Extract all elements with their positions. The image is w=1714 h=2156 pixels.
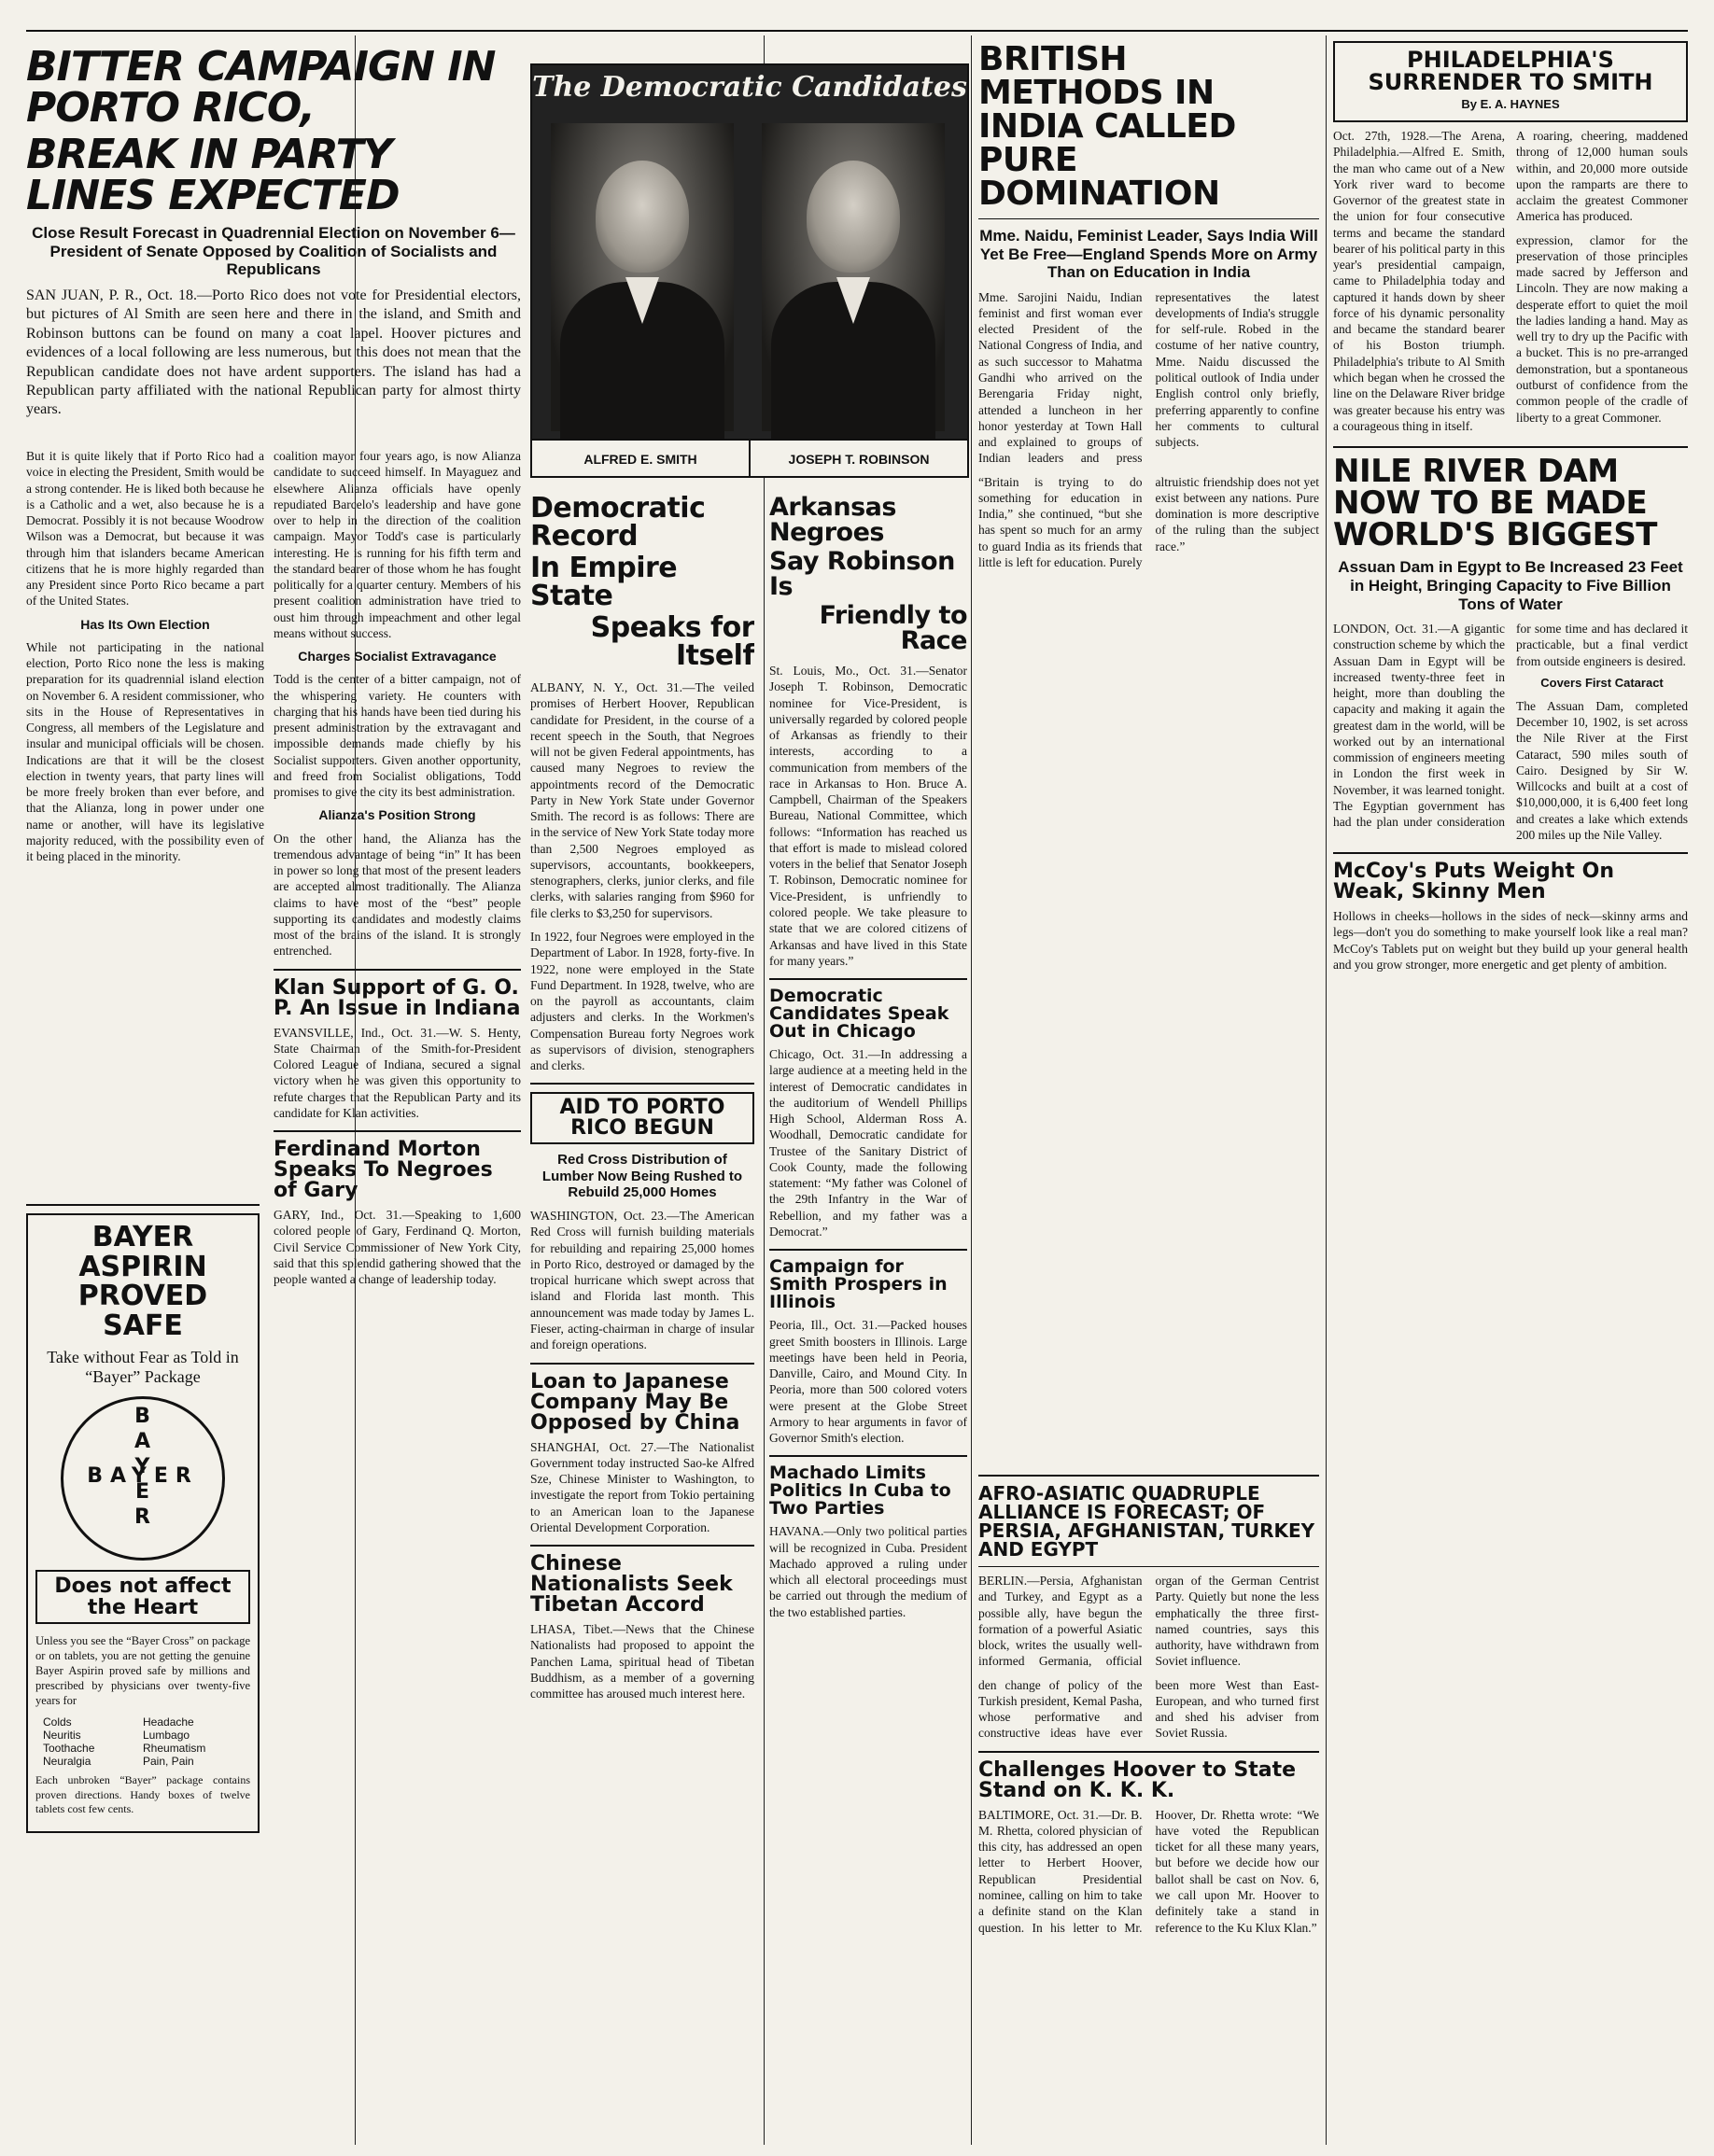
col1b-subhead-1: Charges Socialist Extravagance [298, 649, 497, 665]
morton-headline: Ferdinand Morton Speaks To Negroes of Gary [274, 1138, 493, 1203]
tibet-body: LHASA, Tibet.—News that the Chinese Nationalists had proposed to appoint the Panchen Lama, spiritual head of Tibetan Buddhism, as a member of a governing committee has aroused much interest here. [530, 1622, 754, 1701]
photo-caption [532, 439, 967, 476]
divider [274, 1130, 521, 1132]
divider [978, 218, 1319, 219]
col1b-body: coalition mayor four years ago, is now Alianza candidate to succeed himself. In Mayaguez and elsewhere Alianza officials have openly repudiated Barcelo's leadership and have gone over to help in the direction of the coalition campaign. Mayor Todd's case is particularly interesting. He is running for his fifth term and the standard bearer of those whom he has fought politically for a quarter century. Members of his present coalition administration have tried to oust him through impeachment and other legal means without success. [274, 449, 521, 640]
philadelphia-body-2: A roaring, cheering, maddened throng of 12,000 human souls within, and 20,000 more outside upon the ramparts are there to acclaim the greatest Commoner America has produced. [1516, 129, 1688, 224]
mccoy-body: Hollows in cheeks—hollows in the sides of neck—skinny arms and legs—don't you do something to make yourself look like a real man? McCoy's Tablets put on weight but they build up your general health and you grow stronger, more energetic and get plenty of ambition. [1333, 909, 1688, 972]
philadelphia-body-1: Oct. 27th, 1928.—The Arena, Philadelphia.—Alfred E. Smith, the man who came out of a New York river ward to become Governor of the greatest state in the union for four consecutive terms and became the standard bearer of his political party in this year's presidential campaign, came to Philadelphia today and captured it hands down by sheer force of his dynamic personality and became the standard bearer of his Boston triumph. Philadelphia's tribute to Al Smith which began when he crossed the line on the Delaware River bridge was greater because his entry was a courageous thing in itself. [1333, 129, 1505, 433]
divider [1333, 446, 1688, 448]
divider [26, 1204, 260, 1206]
column-right [1333, 35, 1688, 2145]
lead-story-col-b [274, 448, 521, 2147]
ailment-item: Rheumatism [143, 1742, 206, 1756]
bayer-advertisement [26, 1213, 260, 1833]
nile-columns [1333, 621, 1688, 843]
ailment-item: Lumbago [143, 1729, 190, 1743]
chicago-headline: Democratic Candidates Speak Out in Chicago [769, 986, 949, 1043]
india-headline: BRITISH METHODS IN INDIA CALLED PURE DOMINATION [978, 40, 1236, 213]
hoover-klan-body: BALTIMORE, Oct. 31.—Dr. B. M. Rhetta, colored physician of this city, has addressed an open letter to Herbert Hoover, Republican Presidential nominee, calling on him to take a definite stand on the Klan question. In his letter to Mr. Hoover, Dr. Rhetta wrote: “We have voted the Republican ticket for all these many years, but before we decide how our ballot shall be cast on Nov. 6, we call upon Mr. Hoover to definitely take a stand in reference to the Ku Klux Klan.” [978, 1807, 1319, 1935]
afro-asiatic-body-2: den change of policy of the Turkish president, Kemal Pasha, whose performative and constructive ideas have ever been more West than East-European, and who turned first and shed his adviser from Soviet Russia. [978, 1677, 1319, 1741]
bayer-ad-footer: Each unbroken “Bayer” package contains proven directions. Handy boxes of twelve tablets cost few cents. [35, 1773, 250, 1815]
klan-headline: Klan Support of G. O. P. An Issue in Indiana [274, 975, 521, 1020]
japan-loan-body: SHANGHAI, Oct. 27.—The Nationalist Government today instructed Sao-ke Alfred Sze, Chinese Minister to Washington, to investigate the report from Tokio pertaining to an American loan to the Japanese Oriental Development Corporation. [530, 1439, 754, 1534]
caption-smith: ALFRED E. SMITH [532, 439, 749, 476]
divider [978, 1475, 1319, 1477]
klan-body: EVANSVILLE, Ind., Oct. 31.—W. S. Henty, State Chairman of the Smith-for-President Colored League of Indiana, secured a signal victory when he was given this opportunity to refute charges that the Republican Party and its candidate for Klan activities. [274, 1025, 521, 1120]
column-arkansas [769, 495, 967, 2137]
nile-subhead: Covers First Cataract [1540, 675, 1664, 690]
lead-intro: SAN JUAN, P. R., Oct. 18.—Porto Rico does not vote for Presidential electors, but pictures of Al Smith are seen here and there in the island, and Smith and Robinson buttons can be found on many a coat lapel. Hoover pictures and evidences of a local following are less numerous, but this does not mean that the Republican candidate does not have ardent supporters. The island has had a Republican party affiliated with the national Republican party for almost thirty years. [26, 287, 521, 418]
record-headline-3: Speaks for Itself [590, 611, 754, 672]
india-deck: Mme. Naidu, Feminist Leader, Says India Will Yet Be Free—England Spends More on Army Than on Education in India [979, 227, 1318, 282]
lead-deck: Close Result Forecast in Quadrennial Election on November 6—President of Senate Opposed by Coalition of Socialists and Republicans [32, 224, 515, 279]
col1b-body-3: On the other hand, the Alianza has the tremendous advantage of being “in” It has been in power so long that most of the present leaders are accepted almost traditionally. The Alianza claims to have most of the “best” people supporting its candidates and modestly claims most of the brains of the island. It is strongly entrenched. [274, 831, 521, 959]
divider [769, 1249, 967, 1251]
bayer-logo-vertical: BAYER [131, 1405, 154, 1531]
philadelphia-byline: By E. A. HAYNES [1461, 97, 1560, 111]
lead-subhead-1: Has Its Own Election [80, 616, 210, 632]
machado-body: HAVANA.—Only two political parties will be recognized in Cuba. President Machado approved a ruling under which all electoral proceedings must be carried out through the medium of the two established parties. [769, 1524, 967, 1619]
divider [1333, 852, 1688, 854]
nile-body-1: LONDON, Oct. 31.—A gigantic construction scheme by which the Assuan Dam in Egypt will be increased twenty-three feet in height, more than doubling the capacity and making it again the greatest dam in the world, will be worked out by an international commission of engineers meeting in London the first week in November, it was learned tonight. The Egyptian government has had the plan under consideration for some time and has declared it practicable, but a final verdict from outside engineers is desired. [1333, 622, 1688, 830]
caption-robinson: JOSEPH T. ROBINSON [749, 439, 967, 476]
ailment-item: Headache [143, 1715, 194, 1729]
illinois-headline: Campaign for Smith Prospers in Illinois [769, 1256, 948, 1313]
ailment-list [43, 1715, 243, 1768]
portrait-face [596, 161, 689, 273]
lead-headline-1: BITTER CAMPAIGN IN PORTO RICO, [26, 47, 496, 132]
porto-rico-aid-headline: AID TO PORTO RICO BEGUN [530, 1092, 754, 1144]
philadelphia-body-3: expression, clamor for the preservation of those principles made sacred by Jefferson and Lincoln. They are now making a desperate effort to quiet the moil the ladies landing a hand. May as well try to dry up the Pacific with a bucket. This is no pre-arranged demonstration, but a spontaneous outburst of confidence from the common people of the cradle of liberty to a great Commoner. [1516, 232, 1688, 425]
lead-body-3: While not participating in the national election, Porto Rico none the less is making preparation for its quadrennial island election on November 6. A resident commissioner, who sits in the House of Representatives in Congress, all members of the Legislature and insular and municipal officials will be chosen. Indications are that it will be the closest election in twenty years, that party lines will be more freely broken than ever before, and that the Alianza, long in power under one name or another, will have its legislative majority reduced, with the possibility even of it being placed in the minority. [26, 639, 264, 864]
column-rule [1326, 35, 1327, 2145]
tibet-headline: Chinese Nationalists Seek Tibetan Accord [530, 1552, 733, 1617]
nile-body-2: The Assuan Dam, completed December 10, 1902, is set across the Nile River at the First Cataract, 590 miles south of Cairo. Designed by Sir W. Willcocks and built at a cost of $10,000,000, it is 6,400 feet long and creates a lake which extends 200 miles up the Nile Valley. [1516, 698, 1688, 842]
bayer-ad-title: BAYER ASPIRIN PROVED SAFE [77, 1221, 208, 1342]
record-headline-2: In Empire State [530, 552, 678, 612]
newspaper-page [26, 9, 1688, 2147]
machado-headline: Machado Limits Politics In Cuba to Two Parties [769, 1463, 951, 1519]
divider [978, 1566, 1319, 1567]
lead-body-2: But it is quite likely that if Porto Rico had a voice in electing the President, Smith would be a strong contender. He is liked both because he is a Catholic and a wet, also because he is a Democrat. Possibly it is not because Woodrow Wilson was a Democrat, but because it was through him that islanders became American citizens that he is more highly regarded than any President since Porto Rico became a part of the United States. [26, 449, 264, 609]
lead-headline-2: BREAK IN PARTY LINES EXPECTED [26, 131, 400, 219]
hoover-klan-headline: Challenges Hoover to State Stand on K. K. K. [978, 1757, 1297, 1802]
arkansas-headline-3: Friendly to Race [819, 601, 967, 655]
col1b-subhead-2: Alianza's Position Strong [318, 807, 476, 823]
bayer-ad-column [26, 1195, 260, 2137]
bayer-ad-subtitle: Take without Fear as Told in “Bayer” Package [47, 1348, 239, 1386]
philadelphia-columns [1333, 128, 1688, 437]
india-body-1: Mme. Sarojini Naidu, Indian feminist and first woman ever elected President of the National Congress of India, and as such successor to Mahatma Gandhi who arrived on the Berengaria Friday night, attended a luncheon in her honor yesterday at Town Hall and explained to groups of Indian leaders and press representatives the latest developments of India's struggle for self-rule. Robed in the costume of her native country, Mme. Naidu discussed the political outlook of India under English control only briefly, preferring apparently to confine her comments to cultural subjects. [978, 289, 1319, 466]
divider [978, 1751, 1319, 1753]
illinois-body: Peoria, Ill., Oct. 31.—Packed houses greet Smith boosters in Illinois. Large meetings have been held in Peoria, Danville, Cairo, and Mound City. In Peoria, more than 500 colored voters were present at the Globe Street Armory to hear arguments in favor of Governor Smith's election. [769, 1318, 967, 1446]
record-body-1: ALBANY, N. Y., Oct. 31.—The veiled promises of Herbert Hoover, Republican candidate for President, in the course of a recent speech in the South, that Negroes will not be given Federal appointments, has caused many Negroes to review the appointments record of the Democratic Party in New York State under Governor Smith. The record is as follows: There are in the service of New York State today more than 2,500 Negroes employed as supervisors, accountants, bookkeepers, stenographers, clerks, junior clerks, and file clerks, with salaries ranging from $960 for file clerks to $3,250 for supervisors. [530, 680, 754, 920]
arkansas-headline-2: Say Robinson Is [769, 547, 955, 601]
nile-deck: Assuan Dam in Egypt to Be Increased 23 Feet in Height, Bringing Capacity to Five Billion Tons of Water [1338, 558, 1683, 613]
bayer-cross-logo [61, 1396, 225, 1561]
afro-asiatic-body-1: BERLIN.—Persia, Afghanistan and Turkey, and Egypt as a possible ally, have begun the formation of a powerful Asiatic block, writes the usually well-informed Germania, official organ of the German Centrist Party. Quietly but none the less emphatically the three first-named countries, says this authority, have withdrawn from Soviet influence. [978, 1574, 1319, 1669]
mccoy-headline: McCoy's Puts Weight On Weak, Skinny Men [1333, 860, 1614, 904]
democratic-record-story [530, 495, 754, 2137]
nile-headline: NILE RIVER DAM NOW TO BE MADE WORLD'S BIGGEST [1333, 453, 1657, 554]
morton-body: GARY, Ind., Oct. 31.—Speaking to 1,600 colored people of Gary, Ferdinand Q. Morton, Civil Service Commissioner of New York City, said that this splendid gathering showed that the people wanted a change of leadership today. [274, 1208, 521, 1287]
afro-asiatic-story [978, 1465, 1319, 2147]
col1b-body-2: Todd is the center of a bitter campaign, not of the whispering variety. He counters with charging that his hands have been tied during his present administration by the extravagant and impossible demands made chiefly by his Socialist supporters. Given another opportunity, and freed from Socialist obligations, Todd promises to give the city its best administration. [274, 672, 521, 800]
india-body-2: “Britain is trying to do something for education in India,” she continued, “but she has spent so much for an army to guard India as its friends that little is left for education. Purely altruistic friendship does not yet exist between any nations. Pure domination is more descriptive of the ruling than the subject race.” [978, 474, 1319, 569]
bayer-ad-body: Unless you see the “Bayer Cross” on package or on tablets, you are not getting the genuine Bayer Aspirin proved safe by millions and prescribed by physicians over twenty-five years for [35, 1634, 250, 1708]
philadelphia-box [1333, 41, 1688, 122]
porto-rico-aid-body: WASHINGTON, Oct. 23.—The American Red Cross will furnish building materials for rebuilding and repairing 25,000 homes in Porto Rico, destroyed or damaged by the tropical hurricane which swept across that island and Florida last month. This announcement was made today by James L. Fieser, acting-chairman in charge of insular and foreign operations. [530, 1209, 754, 1352]
robinson-portrait [762, 123, 945, 431]
column-rule [971, 35, 972, 2145]
heart-claim: Does not affect the Heart [35, 1570, 250, 1624]
porto-rico-aid-deck: Red Cross Distribution of Lumber Now Being Rushed to Rebuild 25,000 Homes [541, 1152, 743, 1200]
bayer-logo-horizontal: BAYER [87, 1464, 199, 1488]
smith-portrait [551, 123, 734, 431]
divider [769, 978, 967, 980]
divider [530, 1083, 754, 1085]
ailment-item: Toothache [43, 1742, 95, 1756]
afro-asiatic-headline: AFRO-ASIATIC QUADRUPLE ALLIANCE IS FORECAST; OF PERSIA, AFGHANISTAN, TURKEY AND EGYPT [978, 1482, 1315, 1561]
divider [530, 1545, 754, 1547]
ailment-item: Neuralgia [43, 1755, 91, 1769]
record-body-2: In 1922, four Negroes were employed in the Department of Labor. In 1928, forty-five. In 1922, none were employed in the State Fund Department. In 1928, twelve, who are on the payroll as accountants, claim adjusters and clerks. In the Workmen's Compensation Bureau forty Negroes work as supervisors of division, stenographers and clerks. [530, 929, 754, 1073]
divider [274, 969, 521, 971]
candidates-photo [530, 63, 969, 478]
lead-story-col-a [26, 448, 264, 1185]
record-headline-1: Democratic Record [530, 495, 706, 553]
chicago-body: Chicago, Oct. 31.—In addressing a large audience at a meeting held in the interest of Democratic candidates in the auditorium of Wendell Phillips High School, Alderman Ross A. Woodhall, Democratic candidate for Trustee of the Sanitary District of Cook County, made the following statement: “My father was Colonel of the 29th Infantry in the War of Rebellion, and my father was a Democrat.” [769, 1047, 967, 1239]
lead-story-header [26, 47, 521, 439]
photo-title: The Democratic Candidates [532, 71, 967, 104]
japan-loan-headline: Loan to Japanese Company May Be Opposed by China [530, 1369, 740, 1435]
masthead-strip [26, 9, 1688, 32]
philadelphia-headline: PHILADELPHIA'S SURRENDER TO SMITH [1368, 47, 1653, 95]
ailment-item: Pain, Pain [143, 1755, 194, 1769]
arkansas-headline-1: Arkansas Negroes [769, 495, 896, 547]
ailment-item: Neuritis [43, 1729, 81, 1743]
arkansas-body: St. Louis, Mo., Oct. 31.—Senator Joseph T. Robinson, Democratic nominee for Vice-President, is universally regarded by colored people of Arkansas as friendly to their interests, according to a communication from members of the race in Arkansas to Hon. Bruce A. Campbell, Chairman of the Speakers Bureau, National Committee, which follows: “Information has reached us that effort is made to mislead colored voters in the belief that Senator Joseph T. Robinson, Democratic nominee for Vice-President, is unfriendly to colored people. We take pleasure to state that we are colored citizens of Arkansas and have lived in this State for many years.” [769, 664, 967, 968]
portrait-face [807, 161, 900, 273]
column-india [978, 35, 1319, 1473]
divider [530, 1363, 754, 1365]
ailment-item: Colds [43, 1715, 72, 1729]
divider [769, 1455, 967, 1457]
